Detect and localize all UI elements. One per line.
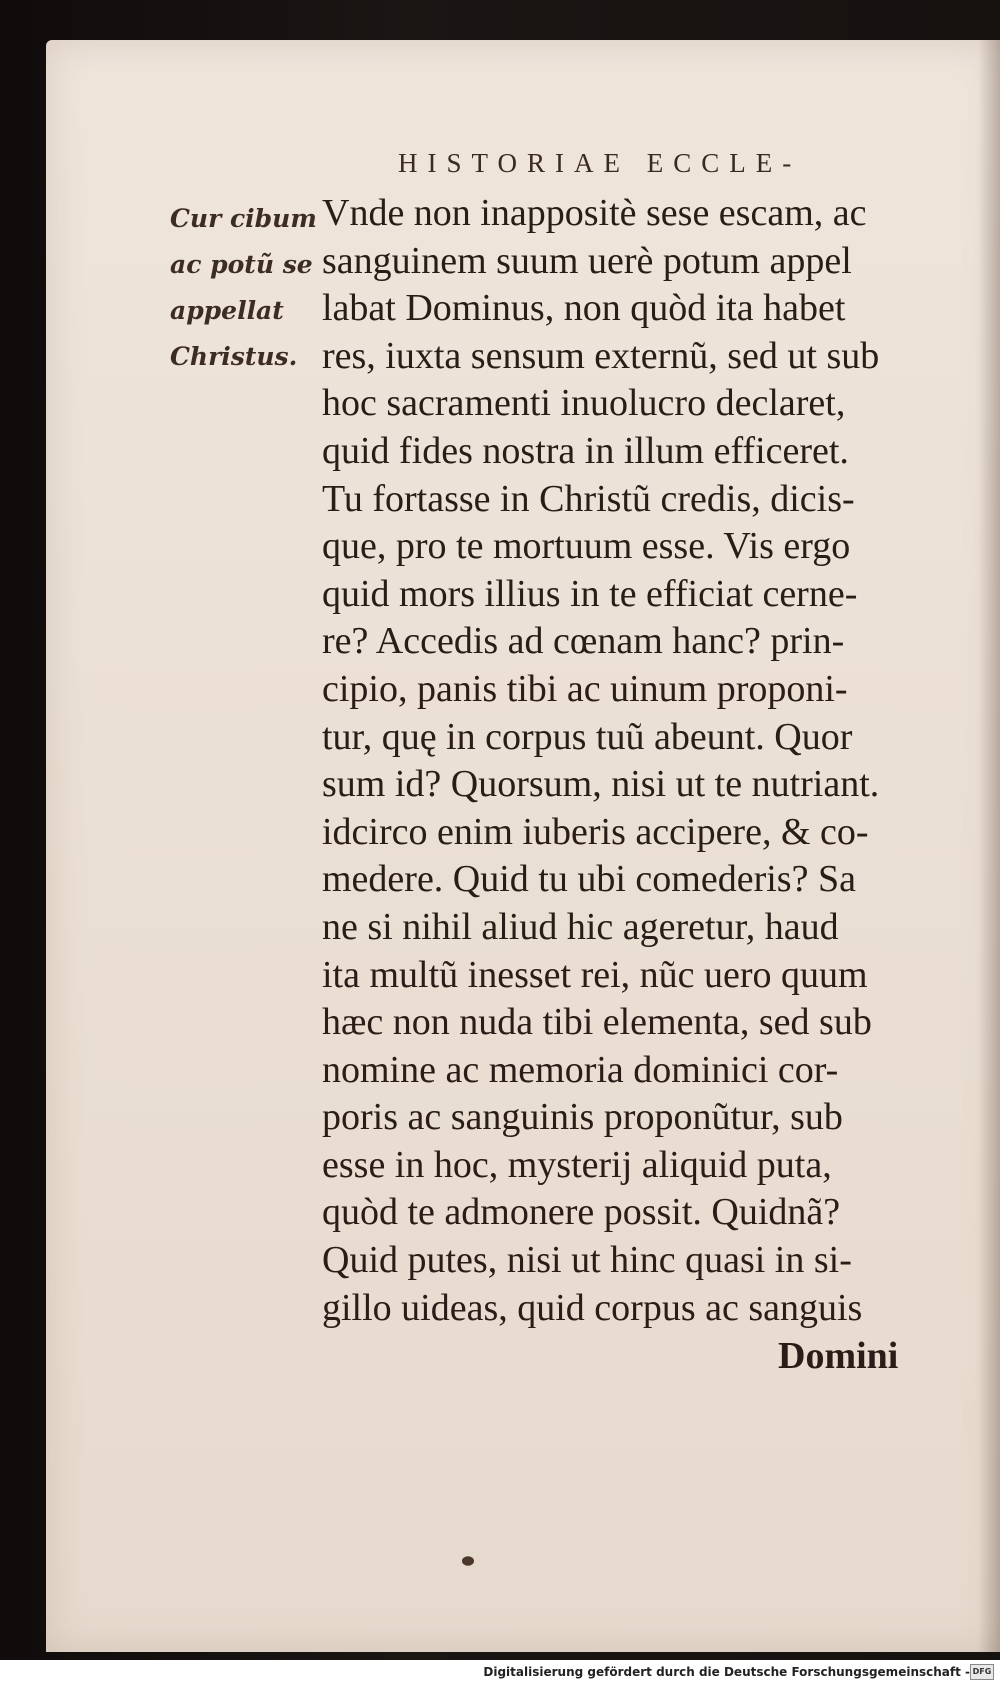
text-line: ita multũ inesset rei, nũc uero quum bbox=[322, 953, 868, 996]
footer-credit: Digitalisierung gefördert durch die Deutsche Forschungsgemeinschaft - bbox=[483, 1665, 970, 1679]
text-line: idcirco enim iuberis accipere, & co- bbox=[322, 810, 869, 853]
text-line: re? Accedis ad cœnam hanc? prin- bbox=[322, 620, 845, 663]
text-line: quid fides nostra in illum efficeret. bbox=[322, 429, 849, 472]
text-line: medere. Quid tu ubi comederis? Sa bbox=[322, 858, 856, 901]
text-line: res, iuxta sensum externũ, sed ut sub bbox=[322, 334, 880, 377]
text-line: Tu fortasse in Christũ credis, dicis- bbox=[322, 477, 855, 520]
text-line: Vnde non inappositè sese escam, ac bbox=[322, 192, 867, 234]
text-line: ne si nihil aliud hic ageretur, haud bbox=[322, 905, 839, 948]
signature-mark bbox=[462, 1556, 474, 1566]
text-line: gillo uideas, quid corpus ac sanguis bbox=[322, 1286, 863, 1329]
dfg-logo: DFG bbox=[970, 1664, 994, 1680]
body-text bbox=[322, 190, 962, 1332]
text-line: cipio, panis tibi ac uinum proponi- bbox=[322, 667, 848, 710]
text-line: tur, quę in corpus tuũ abeunt. Quor bbox=[322, 715, 853, 758]
running-head: HISTORIAE ECCLE- bbox=[398, 148, 802, 178]
text-line: sanguinem suum uerè potum appel bbox=[322, 239, 852, 282]
text-line: hoc sacramenti inuolucro declaret, bbox=[322, 382, 846, 425]
margin-note-line: ac potũ se bbox=[170, 250, 313, 279]
margin-note-line: Christus. bbox=[170, 342, 298, 371]
page-edge-shadow bbox=[978, 40, 1000, 1652]
text-line: que, pro te mortuum esse. Vis ergo bbox=[322, 525, 851, 568]
text-line: Quid putes, nisi ut hinc quasi in si- bbox=[322, 1239, 852, 1282]
text-line: quid mors illius in te efficiat cerne- bbox=[322, 572, 858, 615]
text-line: hæc non nuda tibi elementa, sed sub bbox=[322, 1001, 872, 1044]
text-line: quòd te admonere possit. Quidnã? bbox=[322, 1191, 841, 1234]
margin-note-line: Cur cibum bbox=[170, 204, 317, 233]
text-line: sum id? Quorsum, nisi ut te nutriant. bbox=[322, 763, 880, 806]
text-line: labat Dominus, non quòd ita habet bbox=[322, 287, 846, 330]
catchword: Domini bbox=[778, 1335, 899, 1377]
margin-note-line: appellat bbox=[170, 296, 284, 325]
text-line: nomine ac memoria dominici cor- bbox=[322, 1048, 839, 1091]
text-line: esse in hoc, mysterij aliquid puta, bbox=[322, 1143, 832, 1186]
text-line: poris ac sanguinis proponũtur, sub bbox=[322, 1096, 843, 1139]
margin-notes bbox=[170, 196, 320, 380]
